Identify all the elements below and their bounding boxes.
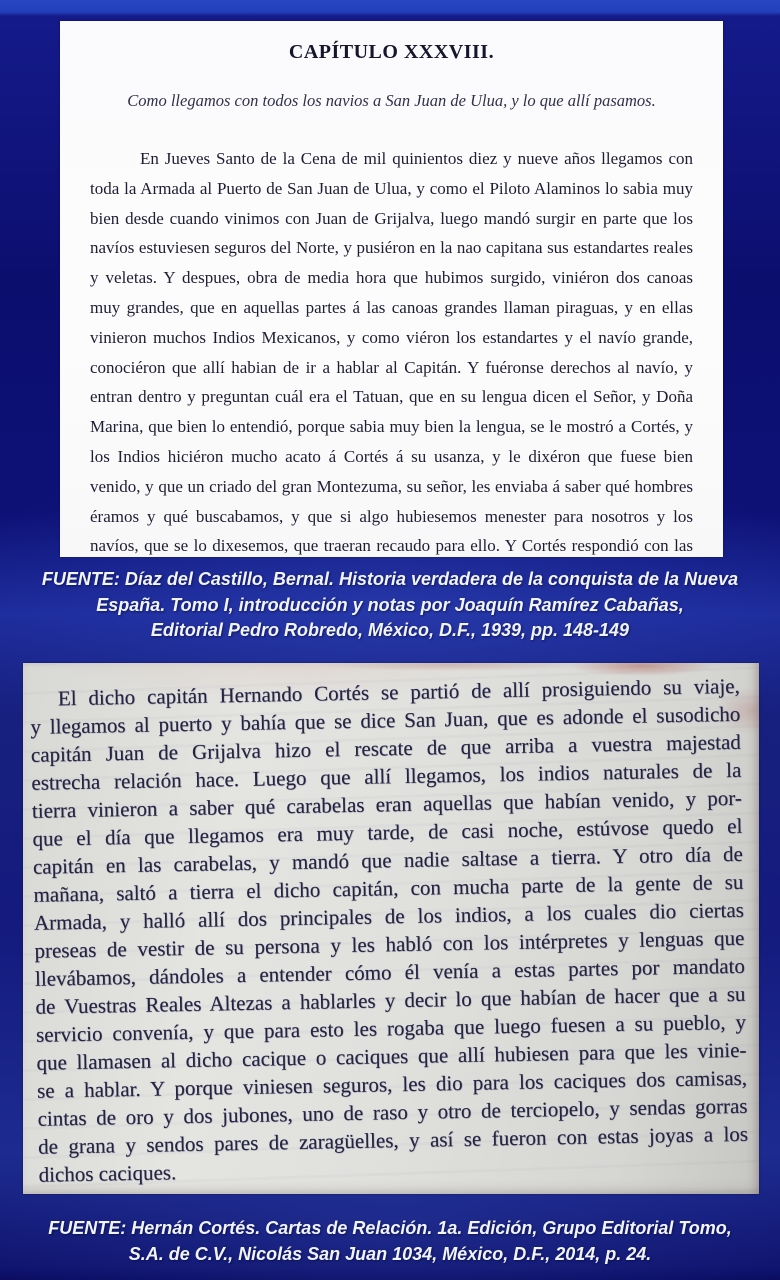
citation-line: FUENTE: Hernán Cortés. Cartas de Relación. 1a. Edición, Grupo Editorial Tomo, xyxy=(48,1218,732,1238)
scan-body-line: que llamasen al dicho cacique o caciques que allí hubiesen para que les vinie- xyxy=(36,1037,747,1075)
excerpt-body-line: En Jueves Santo de la Cena de mil quinientos diez y nueve años llegamos con xyxy=(140,149,693,168)
scan-body-line: y llegamos al puerto y bahía que se dice San Juan, que es adonde el susodicho xyxy=(30,701,741,739)
excerpt-body-line: toda la Armada al Puerto de San Juan de Ulua, y como el Piloto Alaminos lo sabia muy xyxy=(90,178,693,198)
scan-body-line: preseas de vestir de su persona y les habló con los intérpretes y lenguas que xyxy=(34,925,745,963)
scan-body-line: que el día que llegamos era muy tarde, de casi noche, estúvose quedo el xyxy=(32,813,743,851)
scan-body-line: de grana y sendos pares de zaragüelles, y así se fueron con estas joyas a los xyxy=(37,1121,749,1159)
excerpt-page-cortes-scan xyxy=(23,663,759,1194)
scan-body-line: Armada, y halló allí dos principales de los indios, a los cuales dio ciertas xyxy=(33,897,745,935)
citation-line: Editorial Pedro Robredo, México, D.F., 1939, pp. 148-149 xyxy=(150,620,630,640)
scan-body-line: tierra vinieron a saber qué carabelas eran aquellas que habían venido, y por- xyxy=(31,785,743,823)
excerpt-body-line: bien desde cuando vinimos con Juan de Grijalva, luego mandó surgir en parte que los xyxy=(90,208,693,228)
source-citation-diaz-del-castillo xyxy=(0,567,780,644)
chapter-subtitle: Como llegamos con todos los navios a San Juan de Ulua, y lo que allí pasamos. xyxy=(127,91,656,110)
excerpt-body-line: muy grandes, que en aquellas partes á las canoas grandes llaman piraguas, y en ellas xyxy=(90,297,693,317)
excerpt-body-line: Marina, que bien lo entendió, porque sabia muy bien la lengua, se le mostró a Cortés, y xyxy=(90,417,693,437)
scan-body-line: se a hablar. Y porque viniesen seguros, les dio para los caciques dos camisas, xyxy=(36,1065,748,1103)
source-citation-cortes xyxy=(0,1216,780,1267)
excerpt-body-line: y veletas. Y despues, obra de media hora que hubimos surgido, viniéron dos canoas xyxy=(90,268,693,288)
scan-body-line: dichos caciques. xyxy=(38,1160,177,1187)
excerpt-body-line: conociéron que allí habian de ir a hablar al Capitán. Y fuéronse derechos al navío, y xyxy=(90,357,693,377)
citation-line: S.A. de C.V., Nicolás San Juan 1034, México, D.F., 2014, p. 24. xyxy=(128,1243,652,1264)
scan-body-line: capitán en las carabelas, y mandó que nadie saltase a tierra. Y otro día de xyxy=(32,841,744,879)
scan-body-line: mañana, saltó a tierra el dicho capitán, con mucha parte de la gente de su xyxy=(33,869,744,907)
excerpt-page-diaz-del-castillo xyxy=(60,21,723,557)
excerpt-body xyxy=(90,144,693,561)
scan-body-line: llevábamos, dándoles a entender cómo él venía a estas partes por mandato xyxy=(34,953,746,991)
scan-body-line: estrecha relación hace. Luego que allí llegamos, los indios naturales de la xyxy=(31,757,742,795)
citation-line: FUENTE: Díaz del Castillo, Bernal. Historia verdadera de la conquista de la Nueva xyxy=(41,569,739,589)
scan-body-line: capitán Juan de Grijalva hizo el rescate de que arriba a vuestra majestad xyxy=(30,729,742,767)
scan-body-line: cintas de oro y dos jubones, uno de raso y otro de terciopelo, y sendas gorras xyxy=(37,1093,748,1131)
excerpt-body-line: éramos y qué buscabamos, y que si algo hubiesemos menester para nosotros y los xyxy=(90,506,693,526)
excerpt-body-line: navíos estuviesen seguros del Norte, y pusiéron en la nao capitana sus estandartes reales xyxy=(90,238,693,258)
scan-body-line: de Vuestras Reales Altezas a hablarles y decir lo que habían de hacer que a su xyxy=(35,981,746,1019)
excerpt-body-line: los Indios hiciéron mucho acato á Cortés á su usanza, y le dixéron que fuese bien xyxy=(90,446,693,466)
excerpt-body-line: vinieron muchos Indios Mexicanos, y como viéron los estandartes y el navío grande, xyxy=(90,327,693,347)
citation-line: España. Tomo I, introducción y notas por Joaquín Ramírez Cabañas, xyxy=(96,594,684,615)
excerpt-body-line: venido, y que un criado del gran Montezuma, su señor, les enviaba á saber qué hombres xyxy=(90,476,693,496)
scan-body-line: servicio convenía, y que para esto les rogaba que luego fuesen a su pueblo, y xyxy=(35,1009,747,1047)
scan-body-line: El dicho capitán Hernando Cortés se partió de allí prosiguiendo su viaje, xyxy=(57,673,740,711)
scan-text-block xyxy=(23,663,759,1189)
excerpt-body-line: navíos, que se lo dixesemos, que traeran recaudo para ello. Y Cortés respondió con las xyxy=(90,536,693,556)
chapter-heading: CAPÍTULO XXXVIII. xyxy=(288,41,495,63)
excerpt-body-line: entran dentro y preguntan cuál era el Tatuan, que en su lengua dicen el Señor, y Doña xyxy=(90,387,693,407)
